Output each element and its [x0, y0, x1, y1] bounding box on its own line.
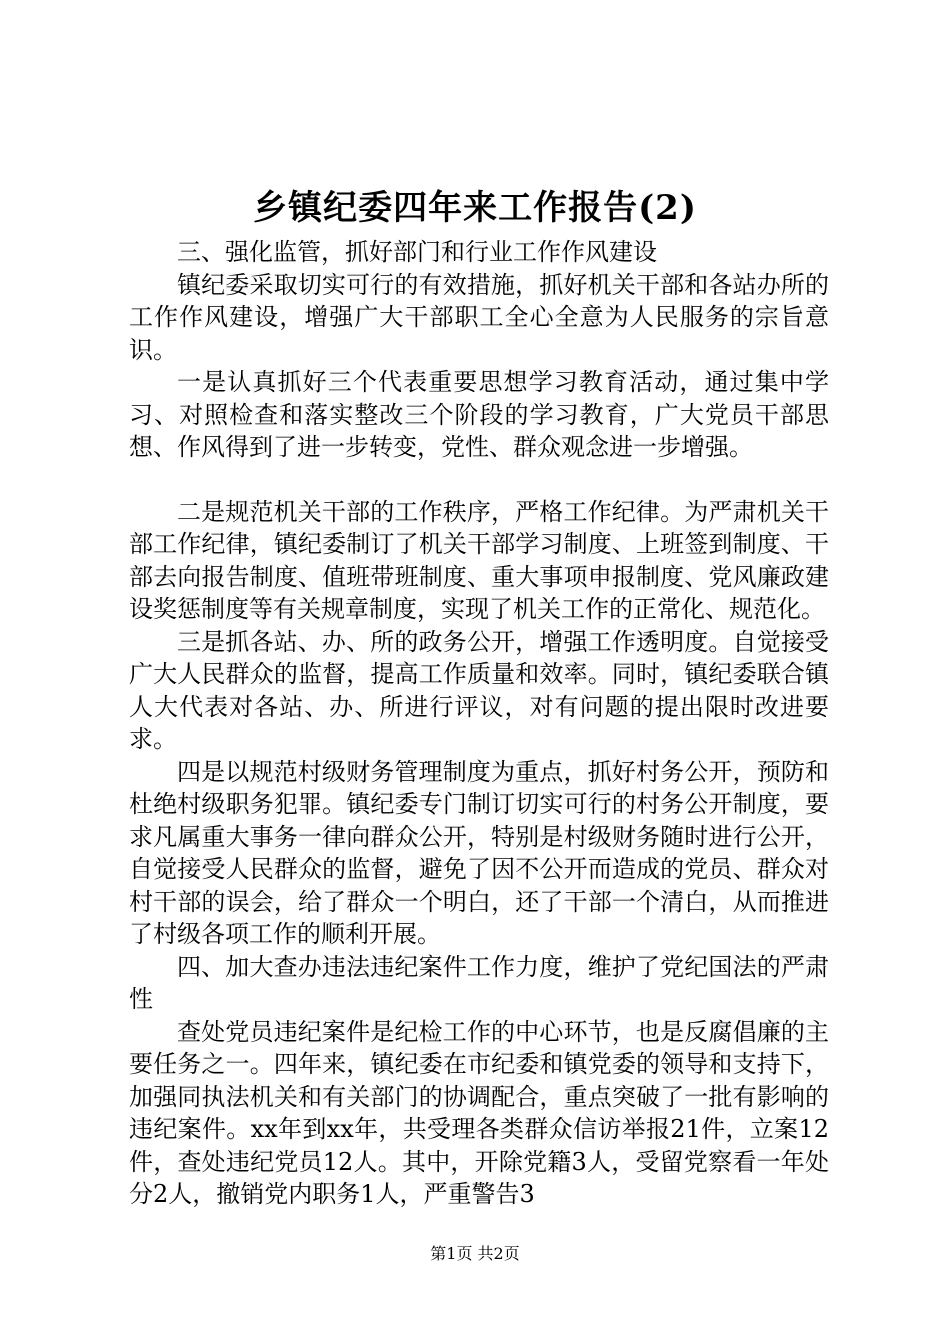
section-heading-3: 三、强化监管，抓好部门和行业工作作风建设 — [177, 238, 657, 266]
page-footer: 第1页 共2页 — [430, 1244, 520, 1263]
document-body — [129, 236, 829, 1211]
paragraph: 镇纪委采取切实可行的有效措施，抓好机关干部和各站办所的工作作风建设，增强广大干部职工全心全意为人民服务的宗旨意识。 — [129, 270, 829, 364]
paragraph: 四是以规范村级财务管理制度为重点，抓好村务公开，预防和杜绝村级职务犯罪。镇纪委专门制订切实可行的村务公开制度，要求凡属重大事务一律向群众公开，特别是村级财务随时进行公开，自觉接受人民群众的监督，避免了因不公开而造成的党员、群众对村干部的误会，给了群众一个明白，还了干部一个清白，从而推进了村级各项工作的顺利开展。 — [129, 757, 829, 948]
paragraph: 二是规范机关干部的工作秩序，严格工作纪律。为严肃机关干部工作纪律，镇纪委制订了机关干部学习制度、上班签到制度、干部去向报告制度、值班带班制度、重大事项申报制度、党风廉政建设奖惩制度等有关规章制度，实现了机关工作的正常化、规范化。 — [129, 497, 829, 623]
document-title: 乡镇纪委四年来工作报告(2) — [253, 188, 697, 228]
paragraph-spacer — [129, 464, 829, 496]
paragraph: 一是认真抓好三个代表重要思想学习教育活动，通过集中学习、对照检查和落实整改三个阶段的学习教育，广大党员干部思想、作风得到了进一步转变，党性、群众观念进一步增强。 — [129, 368, 829, 461]
paragraph: 三是抓各站、办、所的政务公开，增强工作透明度。自觉接受广大人民群众的监督，提高工作质量和效率。同时，镇纪委联合镇人大代表对各站、办、所进行评议，对有问题的提出限时改进要求。 — [129, 627, 829, 753]
section-heading-4: 四、加大查办违法违纪案件工作力度，维护了党纪国法的严肃性 — [129, 952, 829, 1013]
paragraph: 查处党员违纪案件是纪检工作的中心环节，也是反腐倡廉的主要任务之一。四年来，镇纪委在市纪委和镇党委的领导和支持下，加强同执法机关和有关部门的协调配合，重点突破了一批有影响的违纪案件。xx年到xx年，共受理各类群众信访举报21件，立案12件，查处违纪党员12人。其中，开除党籍3人，受留党察看一年处分2人，撤销党内职务1人，严重警告3 — [129, 1017, 829, 1208]
